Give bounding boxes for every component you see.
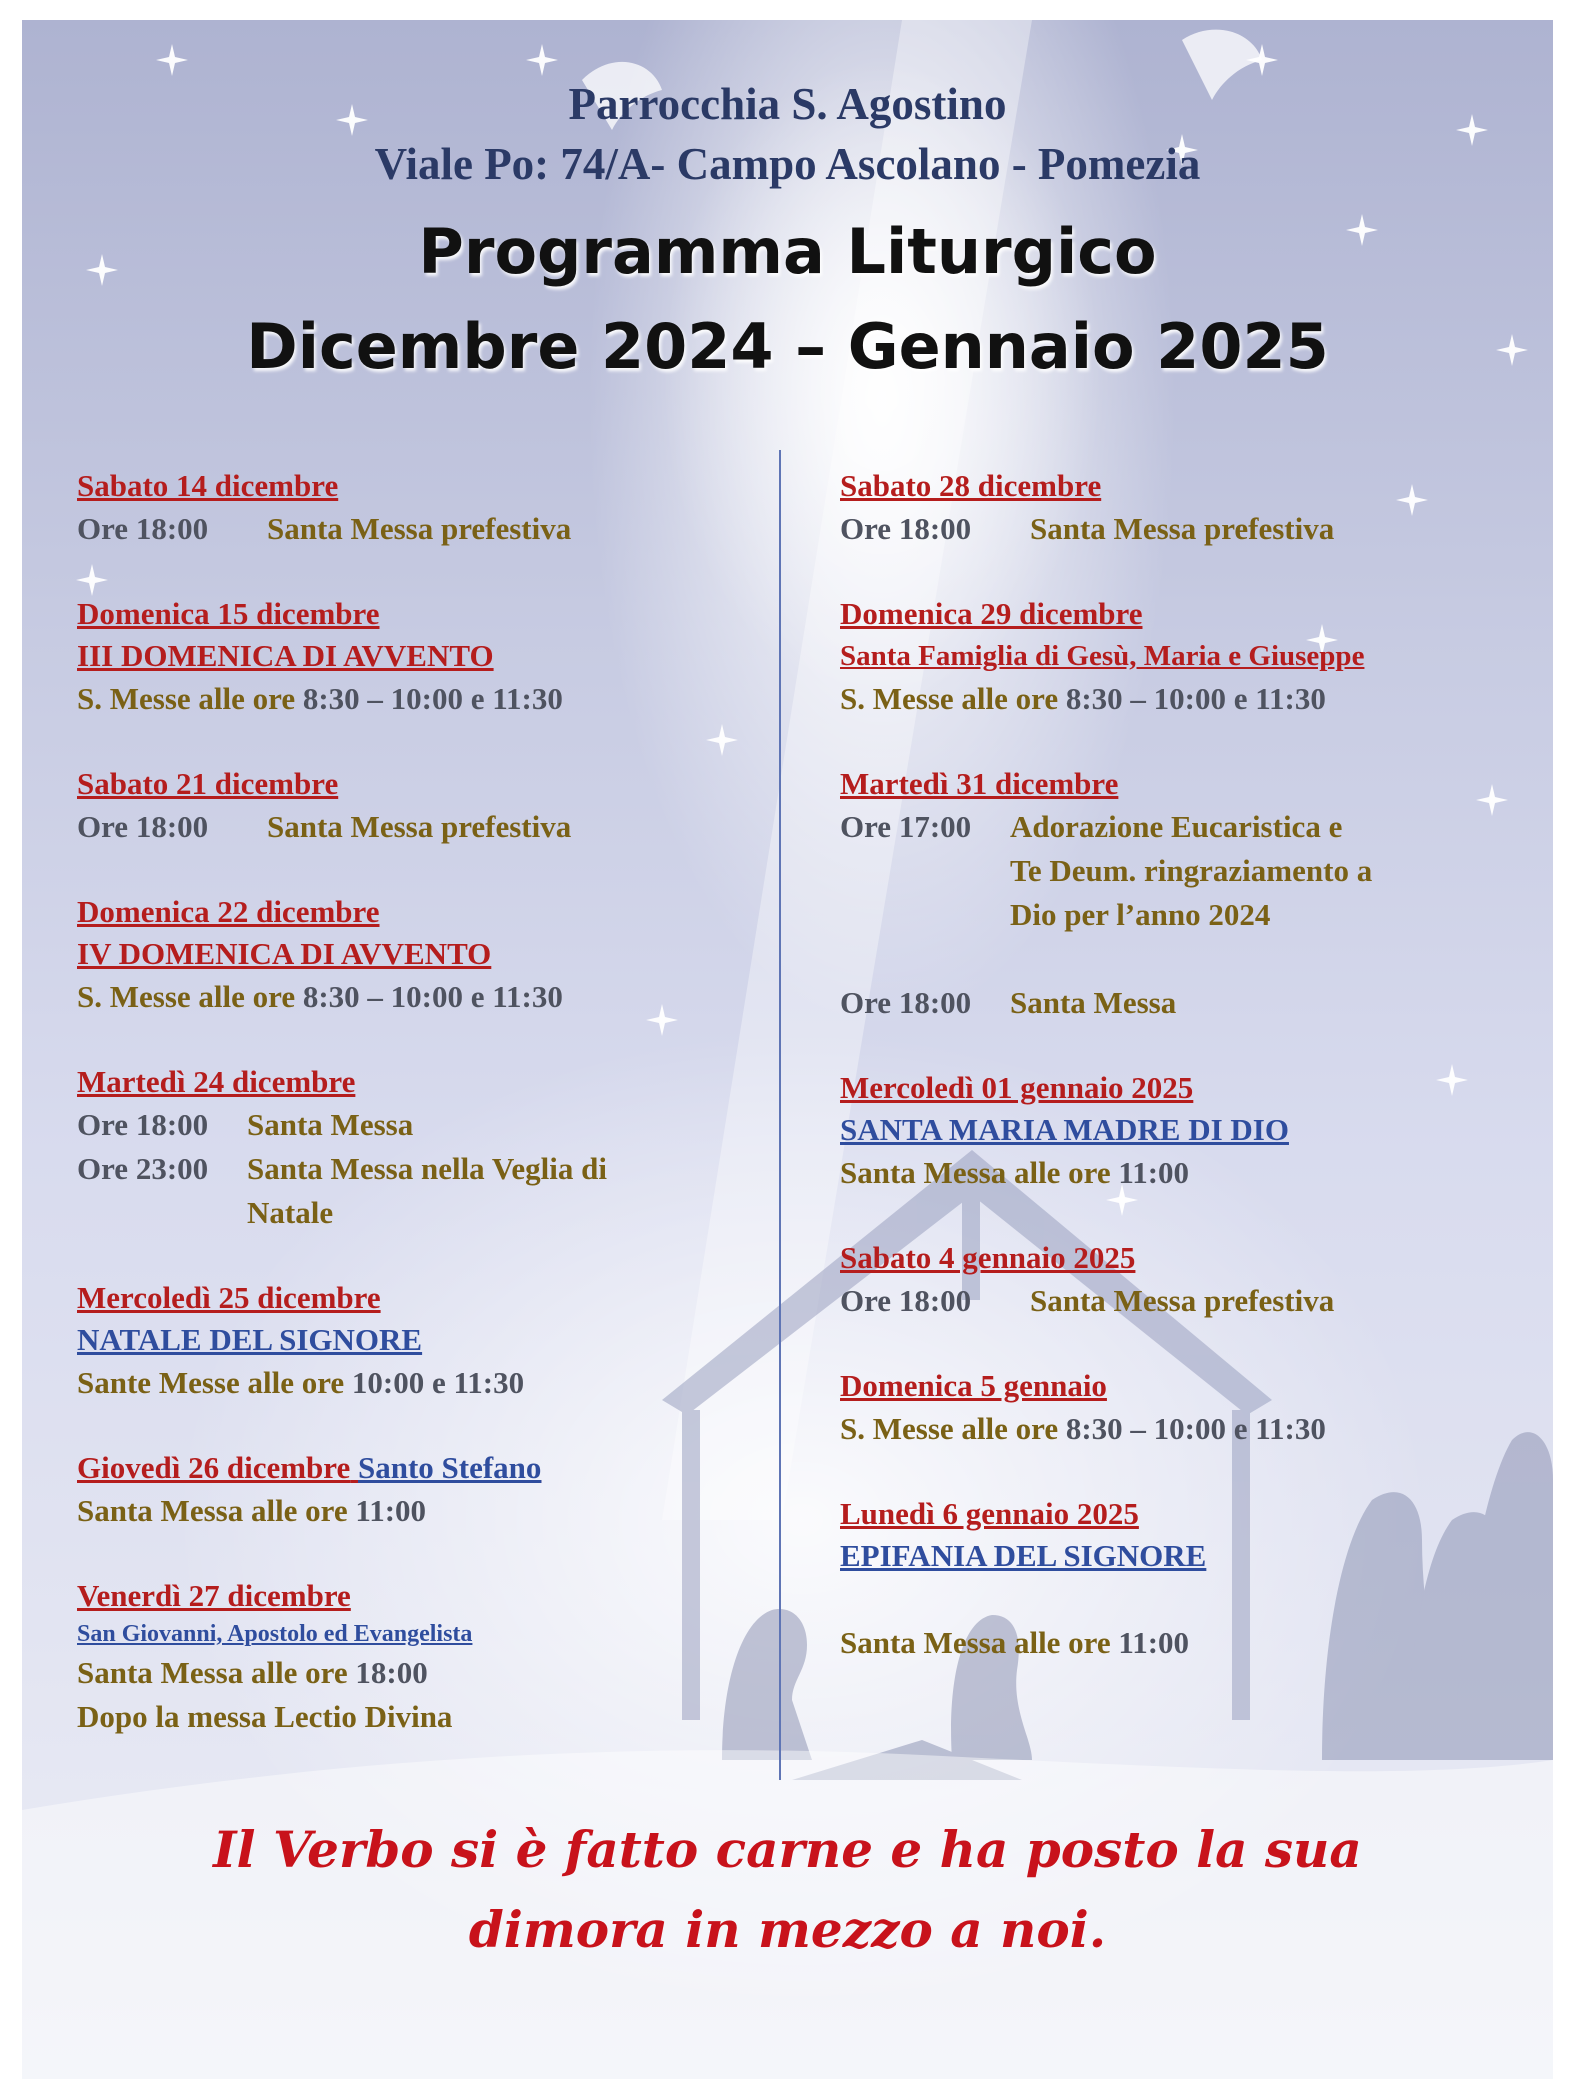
entry-times: 8:30 – 10:00 e 11:30 bbox=[302, 681, 563, 716]
entry-prefix: Sante Messe alle ore bbox=[77, 1365, 352, 1400]
entry-date: Domenica 29 dicembre bbox=[840, 596, 1143, 631]
schedule-entry bbox=[77, 465, 767, 551]
schedule-entry bbox=[77, 1575, 767, 1739]
entry-date: Lunedì 6 gennaio 2025 bbox=[840, 1496, 1139, 1531]
flyer bbox=[22, 20, 1553, 2079]
closing-quote-line2: dimora in mezzo a noi. bbox=[468, 1900, 1107, 1959]
entry-times: 11:00 bbox=[1118, 1155, 1190, 1190]
entry-extra: Dopo la messa Lectio Divina bbox=[77, 1699, 453, 1734]
schedule-entry bbox=[840, 465, 1540, 551]
entry-time: Ore 18:00 bbox=[77, 511, 209, 546]
entry-times: 11:00 bbox=[355, 1493, 427, 1528]
entry-prefix: S. Messe alle ore bbox=[77, 979, 303, 1014]
entry-times: 8:30 – 10:00 e 11:30 bbox=[1065, 681, 1326, 716]
entry-description: Santa Messa bbox=[1010, 985, 1177, 1020]
entry-date: Martedì 24 dicembre bbox=[77, 1064, 356, 1099]
schedule-entry bbox=[840, 1493, 1540, 1665]
entry-date: Giovedì 26 dicembre bbox=[77, 1450, 351, 1485]
entry-description: Adorazione Eucaristica e bbox=[1010, 809, 1343, 844]
schedule-entry bbox=[77, 763, 767, 849]
entry-description: Santa Messa prefestiva bbox=[267, 511, 572, 546]
entry-date: Sabato 14 dicembre bbox=[77, 468, 339, 503]
entry-feast: NATALE DEL SIGNORE bbox=[77, 1322, 423, 1357]
entry-feast: III DOMENICA DI AVVENTO bbox=[77, 638, 494, 673]
parish-name: Parrocchia S. Agostino bbox=[568, 79, 1007, 129]
entry-date: Sabato 28 dicembre bbox=[840, 468, 1102, 503]
entry-feast: SANTA MARIA MADRE DI DIO bbox=[840, 1112, 1289, 1147]
entry-description: Santa Messa prefestiva bbox=[1030, 511, 1335, 546]
page-title: Programma Liturgico bbox=[418, 215, 1157, 288]
entry-date: Domenica 22 dicembre bbox=[77, 894, 380, 929]
schedule-entry bbox=[77, 1447, 767, 1533]
schedule-entry bbox=[77, 1061, 767, 1235]
entry-description: Santa Messa nella Veglia di bbox=[247, 1151, 607, 1186]
entry-feast: IV DOMENICA DI AVVENTO bbox=[77, 936, 492, 971]
schedule-entry bbox=[840, 1365, 1540, 1451]
column-divider bbox=[779, 450, 781, 1780]
entry-feast: Santo Stefano bbox=[357, 1450, 542, 1485]
entry-time: Ore 18:00 bbox=[77, 1107, 209, 1142]
schedule-entry bbox=[77, 891, 767, 1019]
entry-time: Ore 18:00 bbox=[77, 809, 209, 844]
entry-date: Domenica 5 gennaio bbox=[840, 1368, 1107, 1403]
entry-prefix: Santa Messa alle ore bbox=[840, 1155, 1119, 1190]
entry-date: Mercoledì 01 gennaio 2025 bbox=[840, 1070, 1194, 1105]
entry-prefix: S. Messe alle ore bbox=[840, 681, 1066, 716]
entry-description: Santa Messa prefestiva bbox=[267, 809, 572, 844]
schedule-entry bbox=[840, 1067, 1540, 1195]
schedule-entry bbox=[77, 1277, 767, 1405]
entry-time: Ore 18:00 bbox=[840, 985, 972, 1020]
entry-prefix: Santa Messa alle ore bbox=[77, 1655, 356, 1690]
page-subtitle: Dicembre 2024 – Gennaio 2025 bbox=[246, 310, 1329, 383]
schedule-entry bbox=[840, 763, 1540, 1025]
entry-description-continued: Dio per l’anno 2024 bbox=[1010, 897, 1271, 932]
schedule-column-left bbox=[77, 465, 767, 1781]
entry-date: Domenica 15 dicembre bbox=[77, 596, 380, 631]
entry-time: Ore 23:00 bbox=[77, 1151, 209, 1186]
entry-prefix: Santa Messa alle ore bbox=[77, 1493, 356, 1528]
entry-description-continued: Te Deum. ringraziamento a bbox=[1010, 853, 1373, 888]
entry-feast: San Giovanni, Apostolo ed Evangelista bbox=[77, 1621, 473, 1647]
entry-times: 8:30 – 10:00 e 11:30 bbox=[302, 979, 563, 1014]
entry-date: Martedì 31 dicembre bbox=[840, 766, 1119, 801]
schedule-entry bbox=[840, 593, 1540, 721]
entry-date: Venerdì 27 dicembre bbox=[77, 1578, 351, 1613]
entry-feast: Santa Famiglia di Gesù, Maria e Giuseppe bbox=[840, 640, 1365, 672]
entry-prefix: Santa Messa alle ore bbox=[840, 1625, 1119, 1660]
entry-time: Ore 18:00 bbox=[840, 511, 972, 546]
entry-time: Ore 17:00 bbox=[840, 809, 972, 844]
schedule-entry bbox=[840, 1237, 1540, 1323]
parish-address: Viale Po: 74/A- Campo Ascolano - Pomezia bbox=[374, 139, 1201, 189]
schedule-entry bbox=[77, 593, 767, 721]
entry-description-continued: Natale bbox=[247, 1195, 334, 1230]
entry-prefix: S. Messe alle ore bbox=[840, 1411, 1066, 1446]
schedule-column-right bbox=[840, 465, 1540, 1707]
entry-date: Sabato 21 dicembre bbox=[77, 766, 339, 801]
closing-quote-line1: Il Verbo si è fatto carne e ha posto la sua bbox=[213, 1820, 1362, 1879]
entry-description: Santa Messa prefestiva bbox=[1030, 1283, 1335, 1318]
entry-date: Sabato 4 gennaio 2025 bbox=[840, 1240, 1136, 1275]
entry-times: 10:00 e 11:30 bbox=[351, 1365, 525, 1400]
entry-time: Ore 18:00 bbox=[840, 1283, 972, 1318]
entry-prefix: S. Messe alle ore bbox=[77, 681, 303, 716]
entry-description: Santa Messa bbox=[247, 1107, 414, 1142]
entry-feast: EPIFANIA DEL SIGNORE bbox=[840, 1538, 1207, 1573]
entry-times: 18:00 bbox=[355, 1655, 428, 1690]
entry-times: 11:00 bbox=[1118, 1625, 1190, 1660]
entry-times: 8:30 – 10:00 e 11:30 bbox=[1065, 1411, 1326, 1446]
entry-date: Mercoledì 25 dicembre bbox=[77, 1280, 381, 1315]
